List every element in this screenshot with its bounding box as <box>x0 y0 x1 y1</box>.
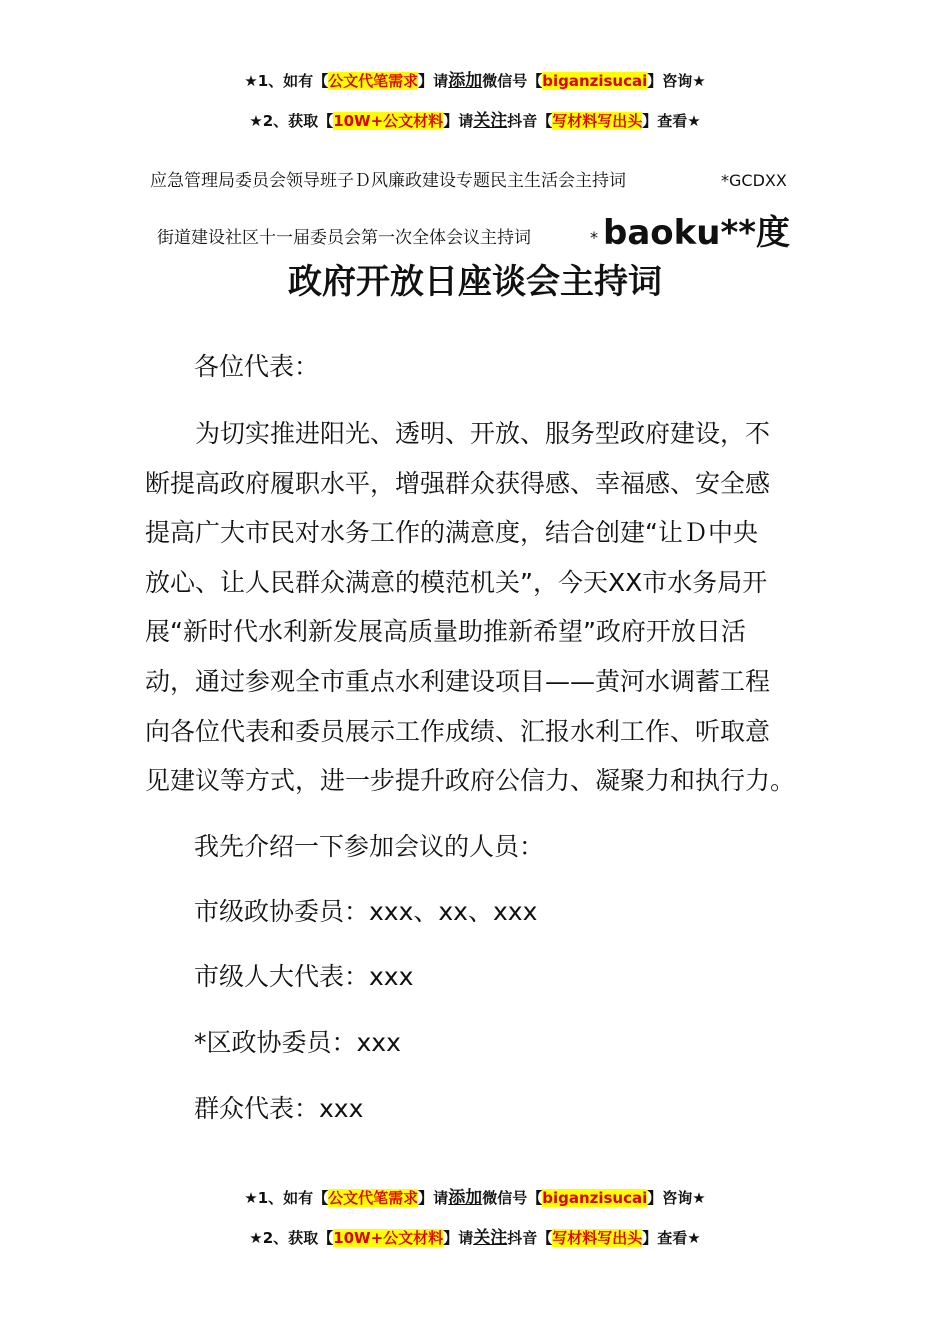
promo-text: 抖音【 <box>507 112 553 130</box>
promo-text: 微信号【 <box>482 1189 543 1207</box>
promo-text: 】请 <box>418 72 449 90</box>
paragraph-line: 动，通过参观全市重点水利建设项目——黄河水调蓄工程 <box>145 666 771 696</box>
promo-line-2-bottom <box>0 1227 950 1249</box>
paragraph-line: 断提高政府履职水平，增强群众获得感、幸福感、安全感 <box>145 468 771 498</box>
attendee-line: 市级人大代表：xxx <box>194 962 414 991</box>
promo-wechat-id: biganzisucai <box>542 72 648 90</box>
promo-text: ★1、如有【 <box>244 1189 329 1207</box>
paragraph-line: 见建议等方式，进一步提升政府公信力、凝聚力和执行力。 <box>145 766 796 796</box>
attendee-line: 群众代表：xxx <box>194 1094 364 1123</box>
promo-text: ★1、如有【 <box>244 72 329 90</box>
greeting: 各位代表： <box>194 352 320 381</box>
promo-text: 】请 <box>443 112 474 130</box>
doc-title: 政府开放日座谈会主持词 <box>288 262 662 302</box>
attendee-line: 市级政协委员：xxx、xx、xxx <box>194 897 538 926</box>
paragraph-line: 放心、让人民群众满意的模范机关”，今天XX市水务局开 <box>145 567 768 597</box>
promo-highlight: 公文代笔需求 <box>328 1189 419 1207</box>
promo-text: 抖音【 <box>507 1229 553 1247</box>
doc-title-part1: baoku**度 <box>603 213 791 253</box>
promo-text: 】查看★ <box>642 112 701 130</box>
promo-text: ★2、获取【 <box>249 1229 334 1247</box>
promo-text: 微信号【 <box>482 72 543 90</box>
intro-line: 我先介绍一下参加会议的人员： <box>194 832 545 861</box>
promo-line-2-top <box>0 110 950 132</box>
related-link-2[interactable]: 街道建设社区十一届委员会第一次全体会议主持词 <box>157 228 531 248</box>
promo-text: 】咨询★ <box>647 1189 706 1207</box>
related-link-1[interactable]: 应急管理局委员会领导班子Ｄ风廉政建设专题民主生活会主持词 <box>150 171 626 191</box>
related-code-1: *GCDXX <box>721 171 787 190</box>
related-code-2: * <box>590 228 598 247</box>
promo-text: ★2、获取【 <box>249 112 334 130</box>
paragraph-line: 展“新时代水利新发展高质量助推新希望”政府开放日活 <box>145 617 746 647</box>
promo-emphasis: 添加 <box>448 71 483 91</box>
promo-text: 】咨询★ <box>647 72 706 90</box>
promo-douyin-id: 写材料写出头 <box>552 112 643 130</box>
promo-highlight: 10W+公文材料 <box>333 1229 444 1247</box>
promo-text: 】请 <box>418 1189 449 1207</box>
promo-text: 】请 <box>443 1229 474 1247</box>
promo-highlight: 公文代笔需求 <box>328 72 419 90</box>
promo-emphasis: 关注 <box>473 111 508 131</box>
promo-text: 】查看★ <box>642 1229 701 1247</box>
promo-emphasis: 关注 <box>473 1228 508 1248</box>
paragraph-line: 向各位代表和委员展示工作成绩、汇报水利工作、听取意 <box>145 716 771 746</box>
paragraph-line: 提高广大市民对水务工作的满意度，结合创建“让Ｄ中央 <box>145 518 758 548</box>
promo-line-1-bottom <box>0 1187 950 1209</box>
promo-wechat-id: biganzisucai <box>542 1189 648 1207</box>
main-paragraph <box>145 409 813 806</box>
promo-emphasis: 添加 <box>448 1188 483 1208</box>
promo-douyin-id: 写材料写出头 <box>552 1229 643 1247</box>
promo-line-1-top <box>0 70 950 92</box>
paragraph-line: 为切实推进阳光、透明、开放、服务型政府建设，不 <box>145 419 771 448</box>
attendee-line: *区政协委员：xxx <box>194 1028 401 1057</box>
promo-highlight: 10W+公文材料 <box>333 112 444 130</box>
